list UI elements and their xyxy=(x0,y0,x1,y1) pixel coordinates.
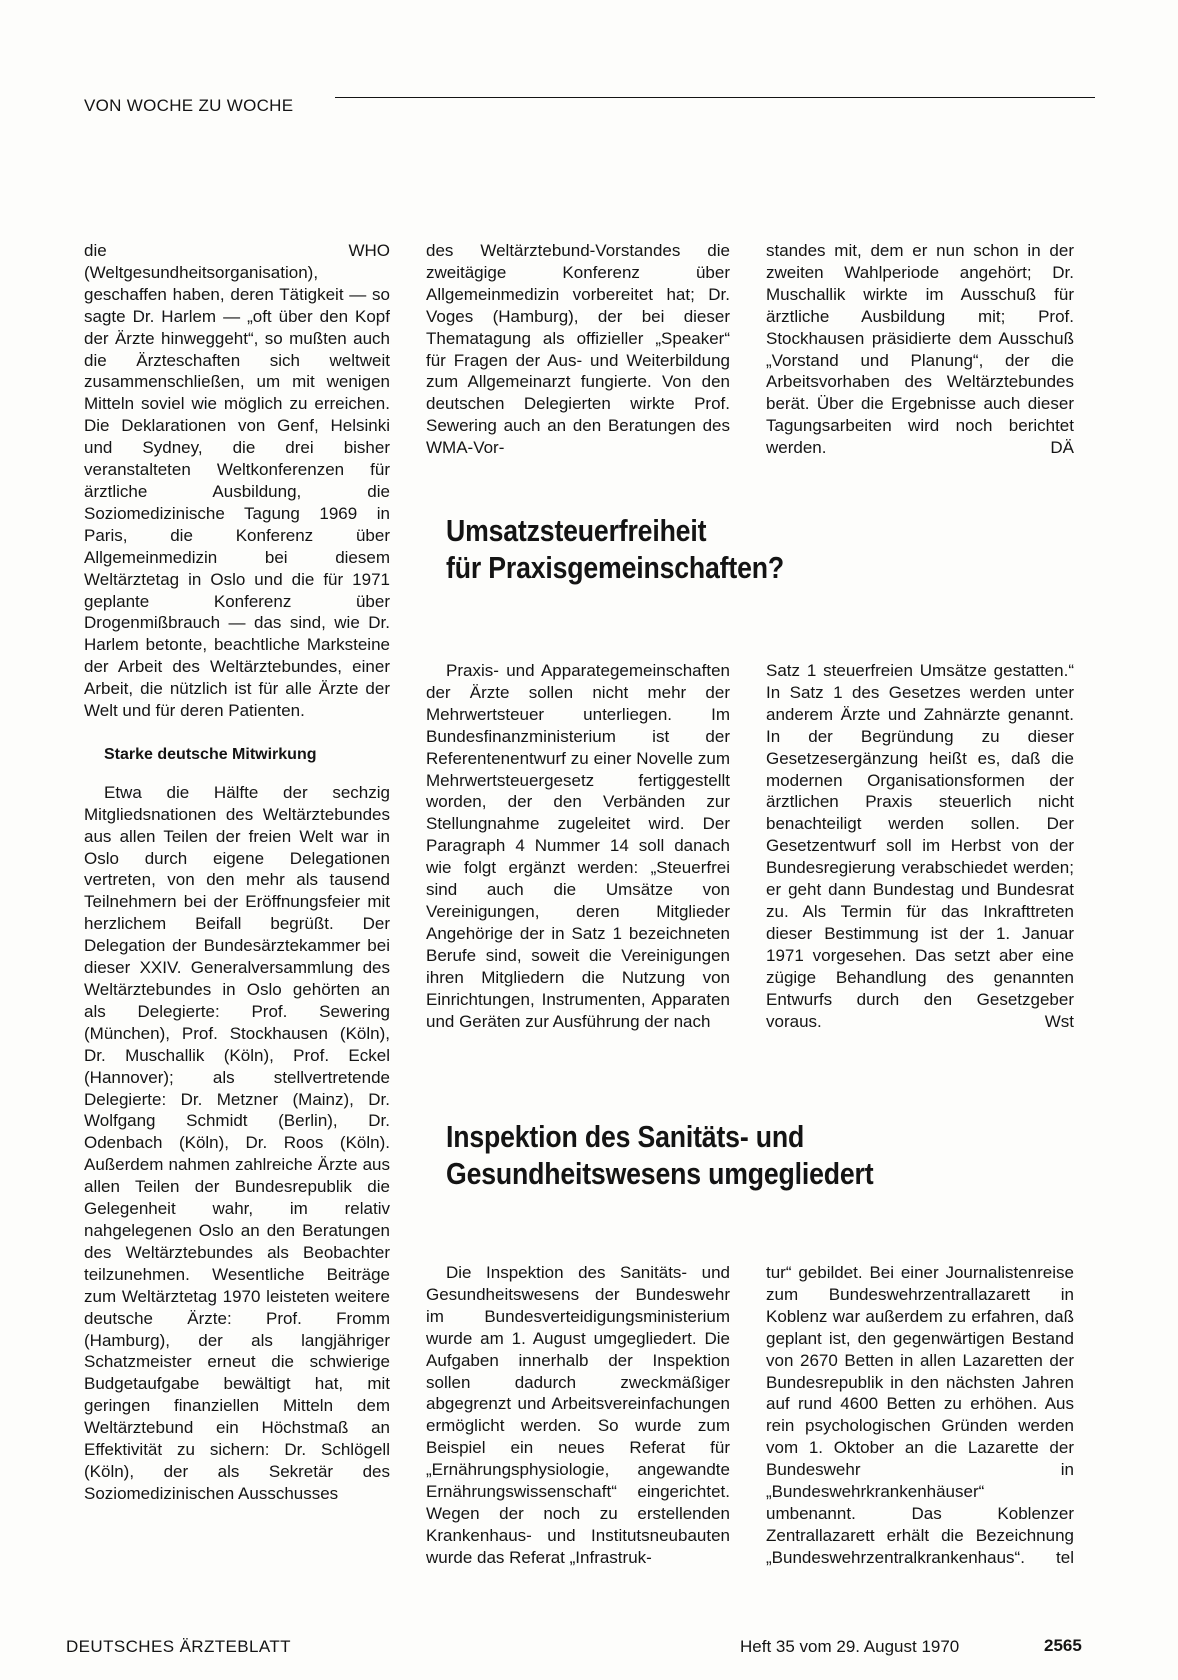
article2-column2 xyxy=(766,660,1074,1032)
article1-signature: DÄ xyxy=(1050,438,1074,458)
article1-col2-text: des Weltärztebund-Vorstandes die zweitägige Konferenz über Allgemeinmedizin vorbereitet hat; Dr. Voges (Hamburg), der bei dieser Thematagung als offizieller „Speaker“ für Fragen der Aus- und Weiterbildung zum Allgemeinarzt fungierte. Von den deutschen Delegierten wirkte Prof. Sewering auch an den Beratungen des WMA-Vor- xyxy=(426,241,730,458)
article2-column1 xyxy=(426,660,730,1032)
article1-col3-text: standes mit, dem er nun schon in der zweiten Wahlperiode angehört; Dr. Muschallik wirkte im Ausschuß für ärztliche Ausbildung mit; Prof. Stockhausen präsidierte dem Ausschuß „Vorstand und Planung“, der die Arbeitsvorhaben des Weltärztebundes berät. Über die Ergebnisse auch dieser Tagungsarbeiten wird noch berichtet werden. DÄ xyxy=(766,241,1074,458)
article2-headline xyxy=(446,512,1005,586)
article1-column2 xyxy=(426,240,730,459)
footer-journal-name: DEUTSCHES ÄRZTEBLATT xyxy=(66,1637,291,1656)
article2-col1-text: Praxis- und Apparategemeinschaften der Ärzte sollen nicht mehr der Mehrwertsteuer unterliegen. Im Bundesfinanzministerium ist der Referentenentwurf zu einer Novelle zum Mehrwertsteuergesetz fertiggestellt worden, der den Verbänden zur Stellungnahme zugeleitet wird. Der Paragraph 4 Nummer 14 soll danach wie folgt ergänzt werden: „Steuerfrei sind auch die Umsätze von Vereinigungen, deren Mitglieder Angehörige der in Satz 1 bezeichneten Berufe sind, soweit die Vereinigungen ihren Mitgliedern die Nutzung von Einrichtungen, Instrumenten, Apparaten und Geräten zur Ausführung der nach xyxy=(426,661,730,1031)
article3-column2 xyxy=(766,1262,1074,1569)
running-head: VON WOCHE ZU WOCHE xyxy=(84,96,294,115)
page-number: 2565 xyxy=(1044,1636,1082,1655)
article3-headline-line1: Inspektion des Sanitäts- und xyxy=(446,1119,805,1154)
article3-signature: tel xyxy=(1056,1547,1074,1567)
article1-column1 xyxy=(84,240,390,1505)
article2-signature: Wst xyxy=(1044,1011,1074,1031)
article3-col2-text: tur“ gebildet. Bei einer Journalistenreise zum Bundeswehrzentrallazarett in Koblenz war außerdem zu erfahren, daß geplant ist, den gegenwärtigen Bestand von 2670 Betten in allen Lazaretten der Bundesrepublik in den nächsten Jahren auf rund 4600 Betten zu erhöhen. Aus rein psychologischen Gründen werden vom 1. Oktober an die Lazarette der Bundeswehr in „Bundeswehrkrankenhäuser“ umbenannt. Das Koblenzer Zentrallazarett erhält die Bezeichnung „Bundeswehrzentralkrankenhaus“. tel xyxy=(766,1263,1074,1567)
article2-col2-text: Satz 1 steuerfreien Umsätze gestatten.“ In Satz 1 des Gesetzes werden unter anderem Ärzte und Zahnärzte genannt. In der Begründung zu dieser Gesetzesergänzung heißt es, daß die modernen Organisationsformen der ärztlichen Praxis steuerlich nicht benachteiligt werden sollen. Der Gesetzentwurf soll im Herbst von der Bundesregierung verabschiedet werden; er geht dann Bundestag und Bundesrat zu. Als Termin für das Inkrafttreten dieser Bestimmung ist der 1. Januar 1971 vorgesehen. Das setzt aber eine zügige Behandlung des genannten Entwurfs durch den Gesetzgeber voraus. Wst xyxy=(766,661,1074,1031)
article1-col1-paragraph2: Etwa die Hälfte der sechzig Mitgliedsnationen des Weltärztebundes aus allen Teilen der freien Welt war in Oslo durch eigene Delegationen vertreten, von den mehr als tausend Teilnehmern bei der Eröffnungsfeier mit herzlichem Beifall begrüßt. Der Delegation der Bundesärztekammer bei dieser XXIV. Generalversammlung des Weltärztebundes in Oslo gehörten an als Delegierte: Prof. Sewering (München), Prof. Stockhausen (Köln), Dr. Muschallik (Köln), Prof. Eckel (Hannover); als stellvertretende Delegierte: Dr. Metzner (Mainz), Dr. Wolfgang Schmidt (Berlin), Dr. Odenbach (Köln), Dr. Roos (Köln). Außerdem nahmen zahlreiche Ärzte aus allen Teilen der Bundesrepublik die Gelegenheit wahr, im relativ nahgelegenen Oslo an den Beratungen des Weltärztebundes als Beobachter teilzunehmen. Wesentliche Beiträge zum Weltärztetag 1970 leisteten weitere deutsche Ärzte: Prof. Fromm (Hamburg), der als langjähriger Schatzmeister erneut die schwierige Budgetaufgabe bewältigt hat, mit geringen finanziellen Mitteln dem Weltärztebund ein Höchstmaß an Effektivität zu sichern: Dr. Schlögell (Köln), der als Sekretär des Soziomedizinischen Ausschusses xyxy=(84,782,390,1503)
article1-col1-paragraph1: die WHO (Weltgesundheitsorganisation), geschaffen haben, deren Tätigkeit — so sagte Dr. Harlem — „oft über den Kopf der Ärzte hinweggeht“, so mußten auch die Ärzteschaften sich weltweit zusammenschließen, um mit wenigen Mitteln soviel wie möglich zu erreichen. Die Deklarationen von Genf, Helsinki und Sydney, die drei bisher veranstalteten Weltkonferenzen für ärztliche Ausbildung, die Soziomedizinische Tagung 1969 in Paris, die Konferenz über Allgemeinmedizin bei diesem Weltärztetag in Oslo und die für 1971 geplante Konferenz über Drogenmißbrauch — das sind, wie Dr. Harlem betonte, beachtliche Marksteine der Arbeit des Weltärztebundes, einer Arbeit, die nützlich ist für alle Ärzte der Welt und für deren Patienten. xyxy=(84,241,390,721)
footer-issue: Heft 35 vom 29. August 1970 xyxy=(740,1637,960,1656)
article1-subheading: Starke deutsche Mitwirkung xyxy=(104,745,317,763)
article2-headline-line1: Umsatzsteuerfreiheit xyxy=(446,513,707,548)
article1-column3 xyxy=(766,240,1074,459)
article3-col1-text: Die Inspektion des Sanitäts- und Gesundheitswesens der Bundeswehr im Bundesverteidigungsministerium wurde am 1. August umgegliedert. Die Aufgaben innerhalb der Inspektion sollen dadurch zweckmäßiger abgegrenzt und Arbeitsvereinfachungen ermöglicht werden. So wurde zum Beispiel ein neues Referat für „Ernährungsphysiologie, angewandte Ernährungswissenschaft“ eingerichtet. Wegen der noch zu erstellenden Krankenhaus- und Institutsneubauten wurde das Referat „Infrastruk- xyxy=(426,1263,730,1567)
header-rule xyxy=(335,97,1095,98)
article3-headline-line2: Gesundheitswesens umgegliedert xyxy=(446,1156,874,1191)
article3-headline xyxy=(446,1118,1005,1192)
article3-column1 xyxy=(426,1262,730,1569)
article2-headline-line2: für Praxisgemeinschaften? xyxy=(446,550,784,585)
